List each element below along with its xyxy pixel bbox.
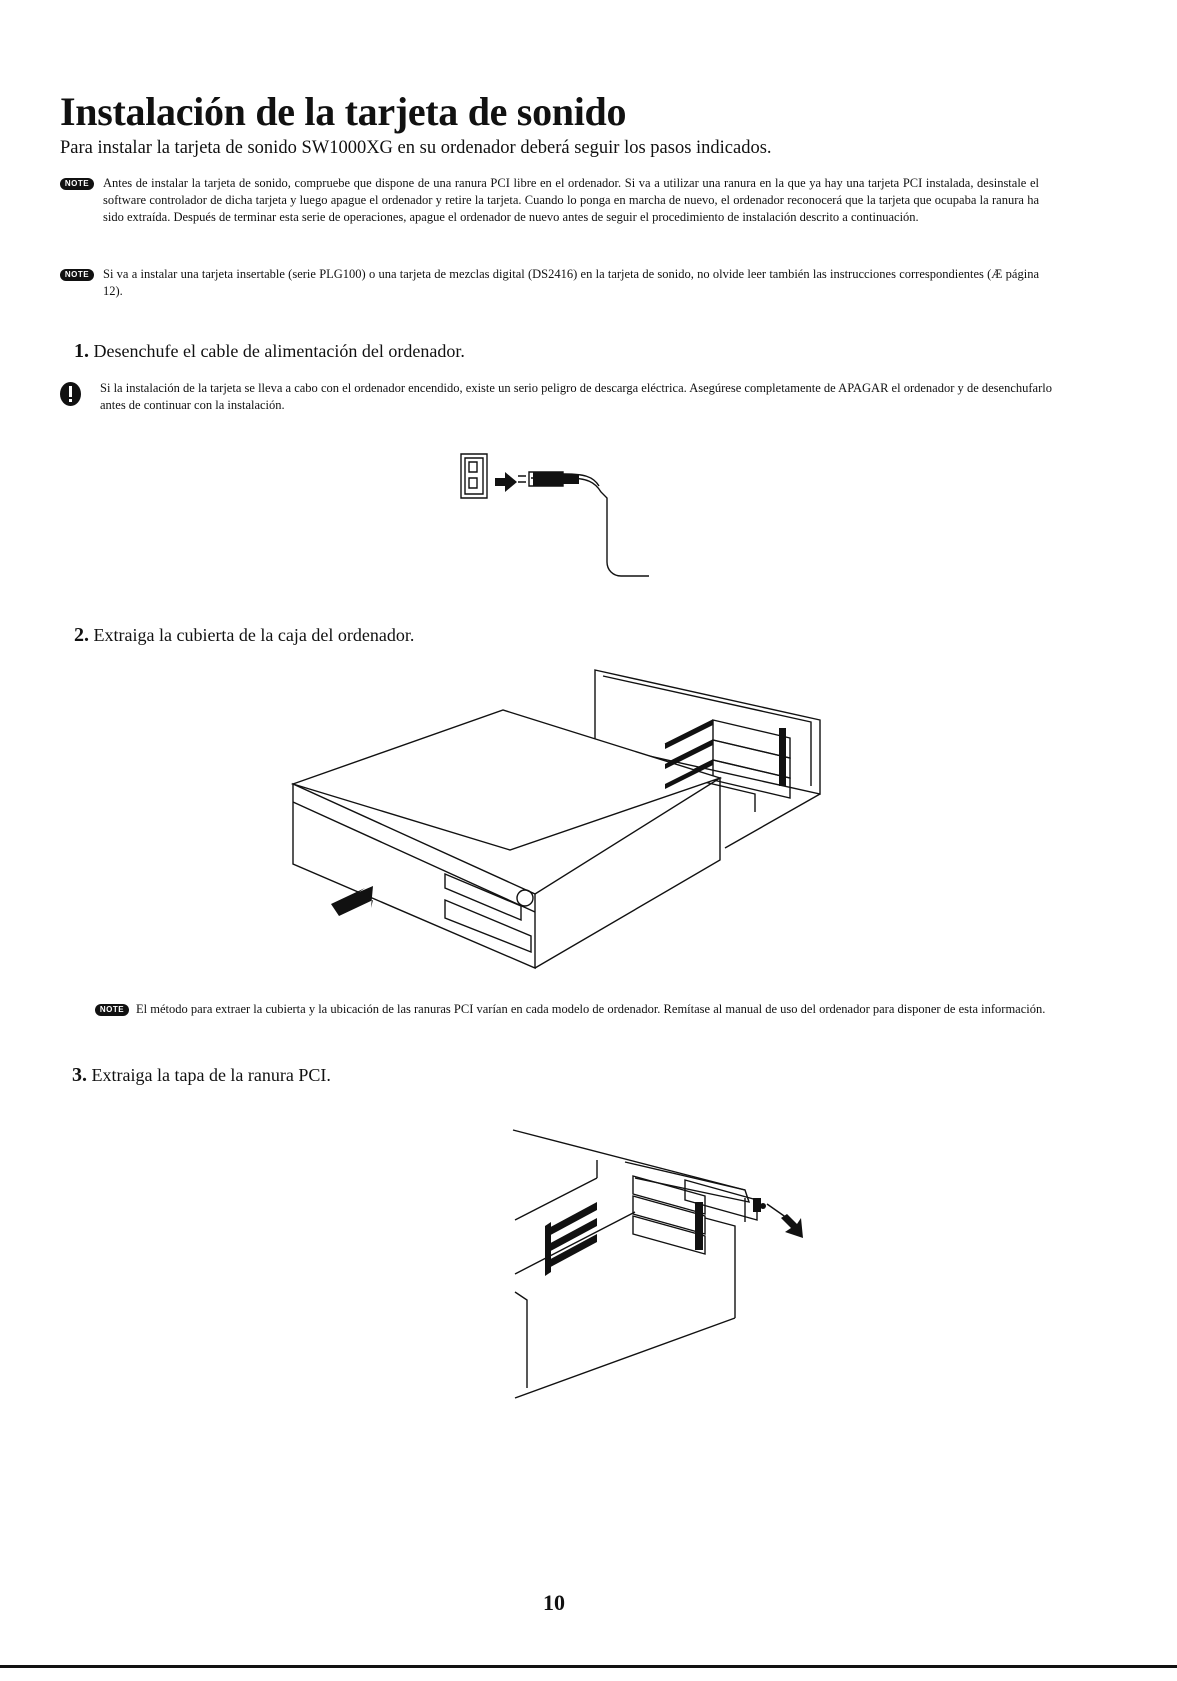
note-badge: NOTE (95, 1004, 129, 1016)
slot-cover-illustration (505, 1122, 835, 1387)
note-text-3: El método para extraer la cubierta y la ubicación de las ranuras PCI varían en cada modelo de ordenador. Remítase al manual de uso del ordenador para disponer de esta información. (136, 1002, 1046, 1016)
step-text: Desenchufe el cable de alimentación del ordenador. (93, 341, 465, 361)
note-text-2: Si va a instalar una tarjeta insertable (serie PLG100) o una tarjeta de mezclas digital (DS2416) en la tarjeta de sonido, no olvide leer también las instrucciones correspondientes (Æ página 12). (103, 267, 1039, 298)
step-number: 1. (74, 340, 89, 362)
page-number: 10 (543, 1590, 565, 1615)
note-badge: NOTE (60, 178, 94, 190)
warning-icon (60, 382, 81, 406)
arrow-down-right-icon (781, 1214, 803, 1238)
step-text: Extraiga la cubierta de la caja del ordenador. (93, 625, 415, 645)
footer-rule (0, 1665, 1177, 1668)
step-number: 3. (72, 1064, 87, 1086)
plug-icon (533, 472, 579, 486)
unplug-illustration (455, 448, 655, 583)
screw-icon (767, 1204, 787, 1218)
case-cover-illustration (285, 662, 825, 982)
step-number: 2. (74, 624, 89, 646)
rear-bracket (779, 728, 786, 786)
step-1 (74, 340, 465, 363)
note-text-1: Antes de instalar la tarjeta de sonido, compruebe que dispone de una ranura PCI libre en el ordenador. Si va a utilizar una ranura en la que ya hay una tarjeta PCI instalada, desinstale el software controlador de dicha tarjeta y luego apague el ordenador y retire la tarjeta. Cuando lo ponga en marcha de nuevo, el ordenador reconocerá que la tarjeta que ocupaba la ranura ha sido extraída. Después de terminar esta serie de operaciones, apague el ordenador de nuevo antes de seguir el procedimiento de instalación descrito a continuación. (103, 176, 1039, 224)
intro-text: Para instalar la tarjeta de sonido SW1000XG en su ordenador deberá seguir los pasos indicados. (60, 138, 772, 158)
step-text: Extraiga la tapa de la ranura PCI. (91, 1065, 331, 1085)
page-title: Instalación de la tarjeta de sonido (60, 89, 627, 134)
step-3 (72, 1064, 331, 1087)
step-2 (74, 624, 414, 647)
arrow-right-icon (495, 472, 517, 492)
arrow-down-left-icon (331, 886, 373, 916)
warning-text: Si la instalación de la tarjeta se lleva a cabo con el ordenador encendido, existe un serio peligro de descarga eléctrica. Asegúrese completamente de APAGAR el ordenador y de desenchufarlo antes de continuar con la instalación. (100, 381, 1052, 412)
note-badge: NOTE (60, 269, 94, 281)
